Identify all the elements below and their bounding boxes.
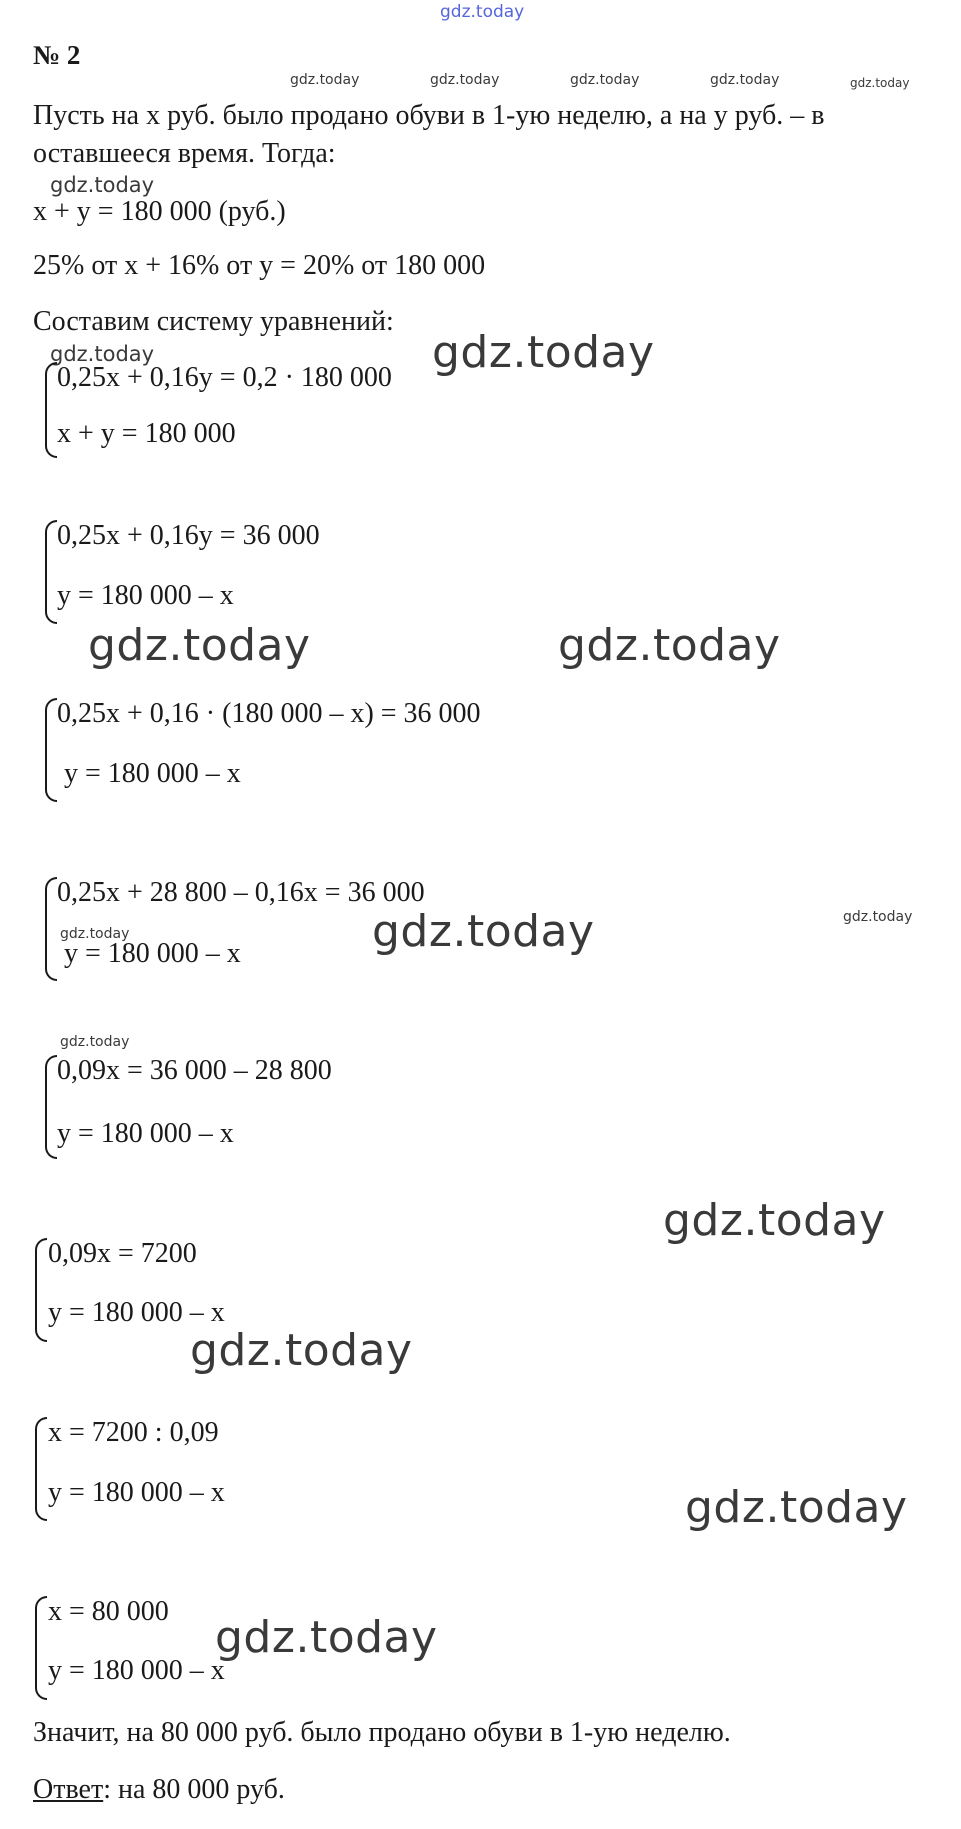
system-7-top: х = 7200 : 0,09	[48, 1417, 219, 1448]
watermark-large: gdz.today	[88, 620, 311, 671]
intro-line-1: Пусть на х руб. было продано обуви в 1-ую неделю, а на у руб. – в	[33, 100, 825, 131]
system-brace	[45, 698, 57, 802]
system-2-bottom: у = 180 000 – х	[57, 580, 234, 611]
system-intro: Составим систему уравнений:	[33, 306, 394, 337]
intro-line-2: оставшееся время. Тогда:	[33, 138, 336, 169]
system-4-bottom: у = 180 000 – х	[64, 938, 241, 969]
system-2-top: 0,25х + 0,16у = 36 000	[57, 520, 320, 551]
system-brace	[45, 1055, 57, 1159]
watermark-small: gdz.today	[430, 72, 500, 88]
equation-sum: х + у = 180 000 (руб.)	[33, 196, 286, 227]
system-8-bottom: у = 180 000 – х	[48, 1655, 225, 1686]
system-3-top: 0,25х + 0,16 · (180 000 – х) = 36 000	[57, 698, 481, 729]
watermark-small: gdz.today	[850, 76, 910, 90]
system-8-top: х = 80 000	[48, 1596, 169, 1627]
system-6-top: 0,09х = 7200	[48, 1238, 197, 1269]
watermark-large: gdz.today	[432, 327, 655, 378]
system-brace	[35, 1417, 47, 1521]
system-brace	[45, 520, 57, 624]
system-6-bottom: у = 180 000 – х	[48, 1297, 225, 1328]
watermark-medium: gdz.today	[50, 173, 155, 197]
system-3-bottom: у = 180 000 – х	[64, 758, 241, 789]
system-1-top: 0,25х + 0,16у = 0,2 · 180 000	[57, 362, 392, 393]
system-5-bottom: у = 180 000 – х	[57, 1118, 234, 1149]
system-1-bottom: х + у = 180 000	[57, 418, 236, 449]
watermark-small: gdz.today	[710, 72, 780, 88]
watermark-small: gdz.today	[290, 72, 360, 88]
watermark-large: gdz.today	[372, 906, 595, 957]
answer	[33, 1770, 285, 1810]
conclusion: Значит, на 80 000 руб. было продано обуви в 1-ую неделю.	[33, 1717, 731, 1748]
watermark-small: gdz.today	[60, 926, 130, 942]
watermark-medium: gdz.today	[50, 342, 155, 366]
watermark-small: gdz.today	[60, 1034, 130, 1050]
answer-label: Ответ	[33, 1774, 104, 1805]
watermark-large: gdz.today	[190, 1325, 413, 1376]
system-brace	[45, 877, 57, 981]
system-5-top: 0,09х = 36 000 – 28 800	[57, 1055, 332, 1086]
watermark-small: gdz.today	[570, 72, 640, 88]
watermark-small: gdz.today	[843, 909, 913, 925]
system-brace	[35, 1596, 47, 1700]
system-7-bottom: у = 180 000 – х	[48, 1477, 225, 1508]
watermark-large: gdz.today	[558, 620, 781, 671]
equation-percent: 25% от х + 16% от у = 20% от 180 000	[33, 250, 486, 281]
watermark-top: gdz.today	[440, 2, 525, 22]
system-brace	[35, 1238, 47, 1342]
system-4-top: 0,25х + 28 800 – 0,16х = 36 000	[57, 877, 425, 908]
system-brace	[45, 362, 57, 458]
answer-text: : на 80 000 руб.	[103, 1774, 285, 1805]
watermark-large: gdz.today	[663, 1195, 886, 1246]
watermark-large: gdz.today	[215, 1612, 438, 1663]
watermark-large: gdz.today	[685, 1482, 908, 1533]
problem-number: № 2	[33, 40, 81, 70]
